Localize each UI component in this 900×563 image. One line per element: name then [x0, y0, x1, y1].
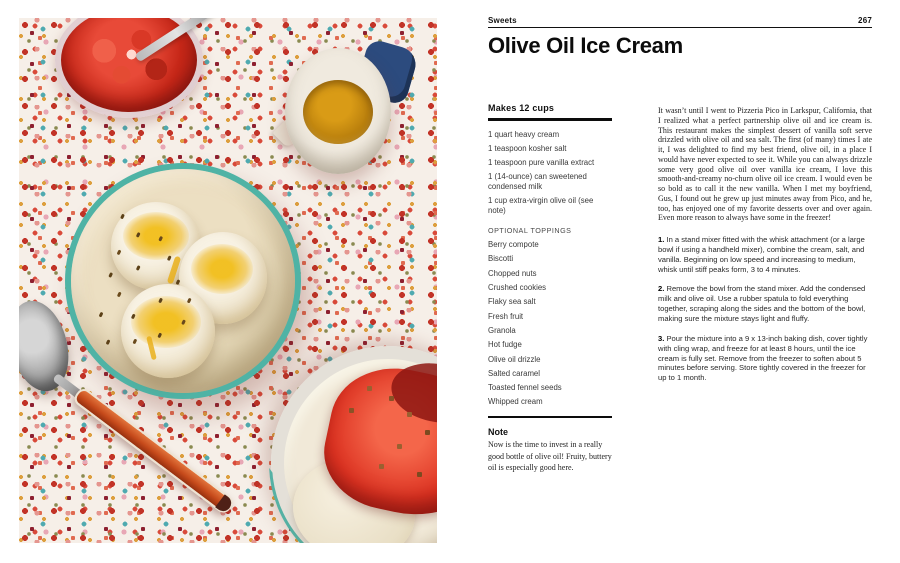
divider-rule [488, 416, 612, 419]
step-2 [658, 284, 872, 323]
olive-oil-drizzle [123, 212, 189, 260]
step-1 [658, 235, 872, 274]
topping: Crushed cookies [488, 283, 547, 293]
divider-rule [488, 118, 612, 121]
topping: Granola [488, 325, 516, 335]
ingredients-list [488, 130, 612, 216]
olive-oil [303, 80, 373, 144]
olive-oil-drizzle [191, 244, 253, 294]
running-head [488, 13, 872, 28]
ingredient: 1 (14-ounce) can sweetened condensed milk [488, 172, 587, 191]
intro-paragraph: It wasn’t until I went to Pizzeria Pico in Larkspur, California, that I realized what a perfect partnership olive oil and ice cream is. This restaurant makes the simplest dessert of vanilla soft serve drizzled with olive oil and sea salt. The first (of many) times I ate it, I was delighted to find my best friend, olive oil, in a place I would have never expected to see it. While you can always drizzle some very good olive oil over vanilla ice cream, I love this smooth-and-creamy no-churn olive oil ice cream. I would even be so bold as to call it the new vanilla. When I met my boyfriend, Gus, I found out he grew up just minutes away from Pico, and he, too, has enjoyed one of my favorite desserts over and over again. Even more reason to always have some in the freezer! [658, 106, 872, 223]
method-column [658, 106, 872, 393]
olive-oil-drizzle [131, 296, 201, 348]
topping: Whipped cream [488, 397, 543, 407]
step-number: 1. [658, 235, 665, 244]
recipe-page [460, 0, 900, 563]
topping: Olive oil drizzle [488, 354, 541, 364]
topping: Fresh fruit [488, 311, 524, 321]
ingredient: 1 cup extra-virgin olive oil (see note) [488, 196, 594, 215]
meringue-dessert-bowl [271, 346, 437, 543]
cookie-crumbles [367, 386, 372, 391]
step-number: 2. [658, 284, 665, 294]
step-text: Remove the bowl from the stand mixer. Add the condensed milk and olive oil. Use a rubber spatula to fold everything together, scraping along the sides and the bottom of the bowl, making sure the mixture stays light and fluffy. [658, 284, 866, 324]
topping: Toasted fennel seeds [488, 383, 562, 393]
note-label: Note [488, 427, 508, 438]
orange-spoon-handle [72, 386, 236, 516]
topping: Flaky sea salt [488, 297, 536, 307]
ingredient: 1 teaspoon pure vanilla extract [488, 158, 595, 168]
toppings-label: OPTIONAL TOPPINGS [488, 226, 572, 236]
section-label: Sweets [488, 16, 517, 25]
ingredient: 1 quart heavy cream [488, 129, 560, 139]
topping: Chopped nuts [488, 268, 537, 278]
topping: Salted caramel [488, 368, 541, 378]
yield-label: Makes 12 cups [488, 103, 555, 113]
step-text: Pour the mixture into a 9 x 13-inch baking dish, cover tightly with cling wrap, and freeze for at least 8 hours, until the ice cream is fully set. Remove from the freezer to soften about 5 minutes before serving. Store tightly covered in the freezer for up to 1 month. [658, 333, 868, 383]
step-text: In a stand mixer fitted with the whisk attachment (or a large bowl if using a handheld mixer), combine the cream, salt, and vanilla. Beginning on low speed and increasing to medium, whisk until stiff peaks form, 3 to 4 minutes. [658, 235, 865, 274]
topping: Berry compote [488, 240, 539, 250]
topping: Hot fudge [488, 340, 522, 350]
recipe-title: Olive Oil Ice Cream [488, 33, 683, 58]
topping: Biscotti [488, 254, 514, 264]
ingredient: 1 teaspoon kosher salt [488, 143, 567, 153]
step-number: 3. [658, 333, 665, 343]
step-3 [658, 334, 872, 383]
ingredients-column [488, 103, 612, 473]
recipe-photo [19, 18, 437, 543]
toppings-list [488, 240, 612, 407]
note-text: Now is the time to invest in a really good bottle of olive oil! Fruity, buttery oil is especially good here. [488, 440, 612, 472]
page-number: 267 [858, 16, 872, 25]
